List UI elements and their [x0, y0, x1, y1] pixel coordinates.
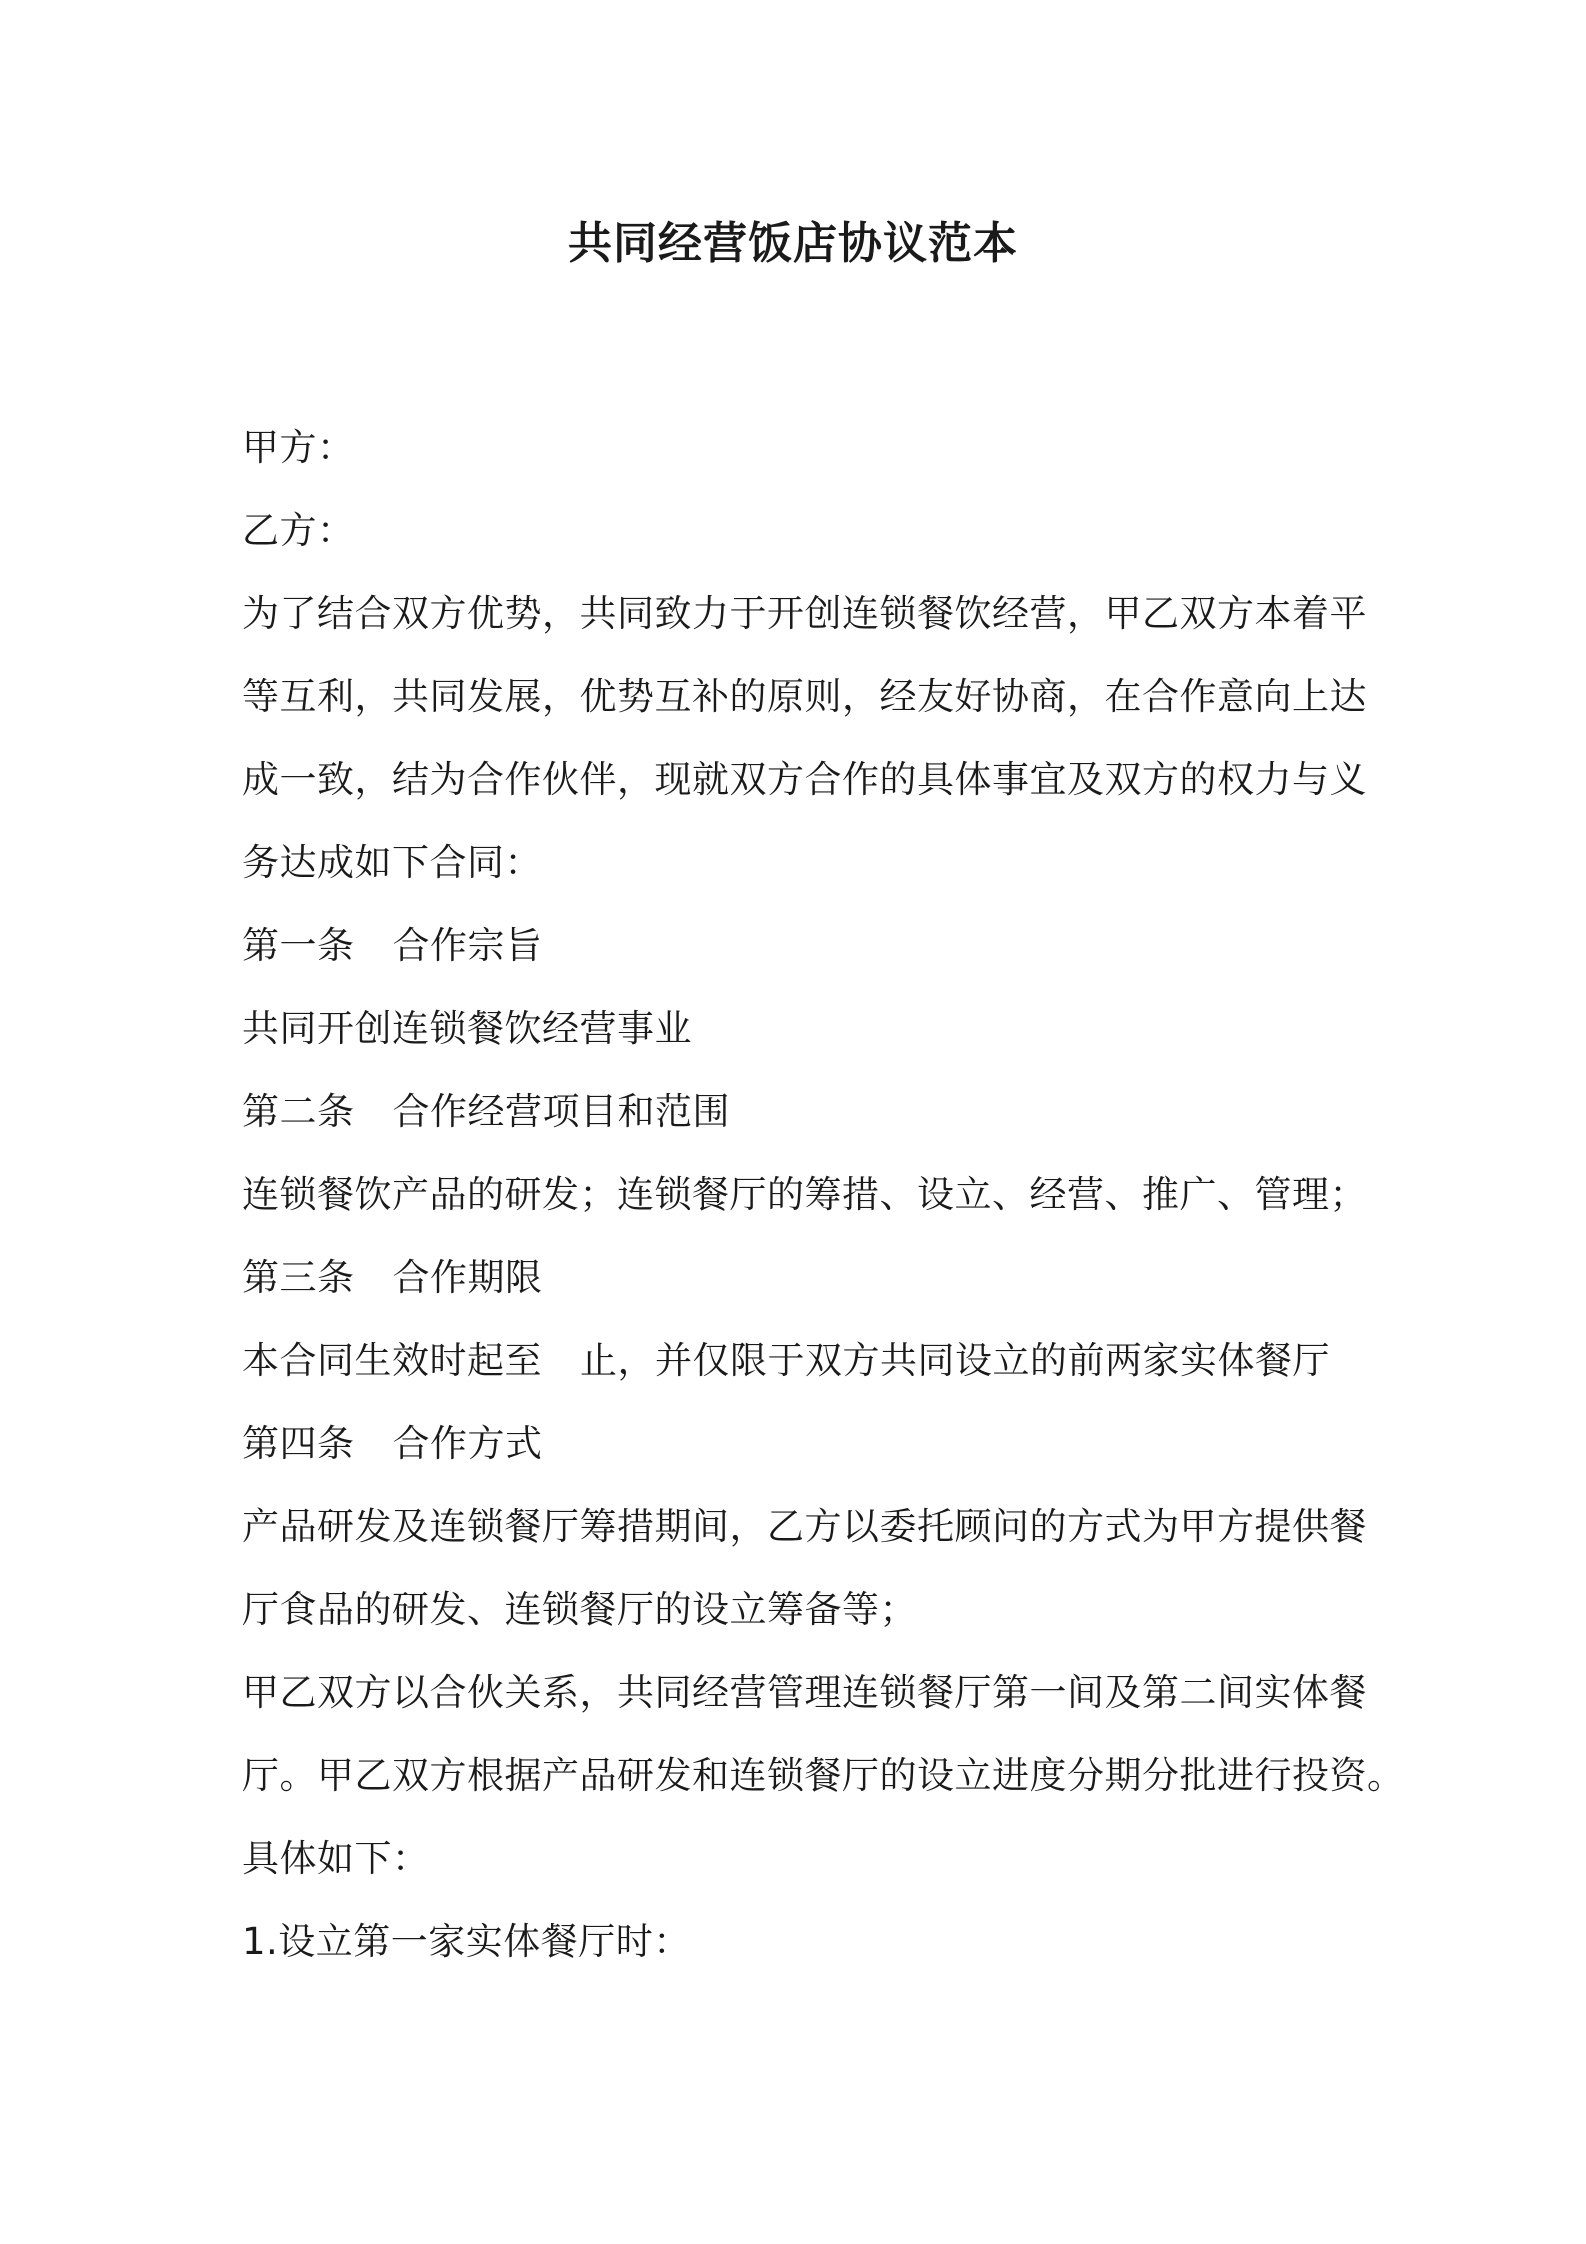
article-4-line: 厅食品的研发、连锁餐厅的设立筹备等；	[242, 1588, 917, 1631]
article-3-title: 合作期限	[392, 1256, 543, 1299]
article-3-text	[242, 1319, 1372, 1402]
article-1-number: 第一条	[242, 924, 355, 967]
article-4-line: 1.设立第一家实体餐厅时：	[242, 1920, 691, 1963]
article-4-title: 合作方式	[392, 1422, 543, 1465]
article-3-text-before: 本合同生效时起至	[242, 1339, 542, 1382]
document-title: 共同经营饭店协议范本	[568, 218, 1018, 269]
article-3-heading	[242, 1236, 1372, 1319]
article-3-number: 第三条	[242, 1256, 355, 1299]
article-4-heading	[242, 1402, 1372, 1485]
preamble-line: 等互利，共同发展，优势互补的原则，经友好协商，在合作意向上达	[242, 675, 1367, 718]
preamble-line: 务达成如下合同：	[242, 841, 542, 884]
article-2-title: 合作经营项目和范围	[392, 1090, 730, 1133]
party-b-line: 乙方：	[242, 509, 355, 552]
preamble-line: 为了结合双方优势，共同致力于开创连锁餐饮经营，甲乙双方本着平	[242, 592, 1367, 635]
article-1-title: 合作宗旨	[392, 924, 543, 967]
article-1-heading	[242, 904, 1372, 987]
article-4-line: 甲乙双方以合伙关系，共同经营管理连锁餐厅第一间及第二间实体餐	[242, 1671, 1367, 1714]
article-4-line: 厅。甲乙双方根据产品研发和连锁餐厅的设立进度分期分批进行投资。	[242, 1754, 1405, 1797]
party-a-line: 甲方：	[242, 426, 355, 469]
article-2-number: 第二条	[242, 1090, 355, 1133]
article-3-text-after: 止，并仅限于双方共同设立的前两家实体餐厅	[580, 1339, 1330, 1382]
article-2-text: 连锁餐饮产品的研发；连锁餐厅的筹措、设立、经营、推广、管理；	[242, 1173, 1367, 1216]
article-4-number: 第四条	[242, 1422, 355, 1465]
preamble-line: 成一致，结为合作伙伴，现就双方合作的具体事宜及双方的权力与义	[242, 758, 1367, 801]
article-2-heading	[242, 1070, 1372, 1153]
document-body	[242, 406, 1405, 1983]
article-4-line: 具体如下：	[242, 1837, 430, 1880]
article-4-line: 产品研发及连锁餐厅筹措期间，乙方以委托顾问的方式为甲方提供餐	[242, 1505, 1367, 1548]
article-1-text: 共同开创连锁餐饮经营事业	[242, 1007, 692, 1050]
